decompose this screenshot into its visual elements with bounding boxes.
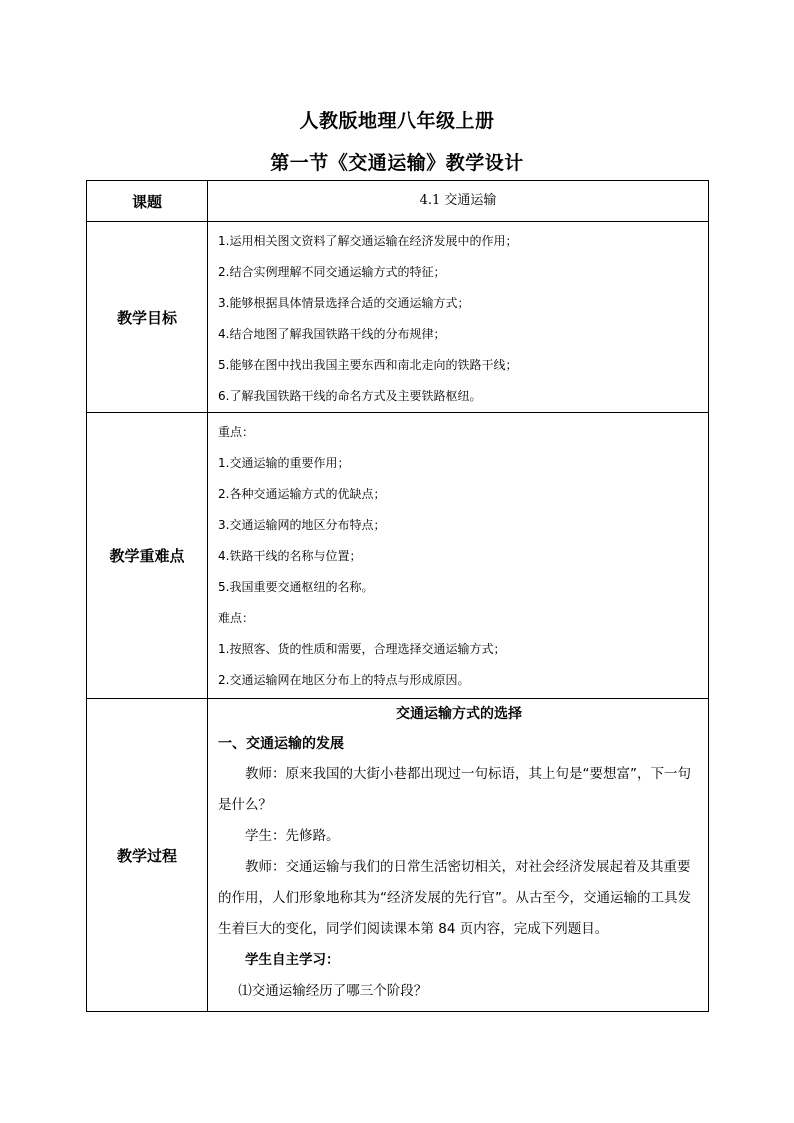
key-item: 5.我国重要交通枢纽的名称。: [218, 580, 374, 594]
objective-item: 4.结合地图了解我国铁路干线的分布规律；: [218, 327, 446, 341]
lesson-plan-table: [86, 180, 709, 1012]
topic-value: 4.1 交通运输: [208, 181, 709, 222]
key-item: 2.各种交通运输方式的优缺点；: [218, 487, 386, 501]
objective-item: 6.了解我国铁路干线的命名方式及主要铁路枢纽。: [218, 389, 482, 403]
objective-item: 2.结合实例理解不同交通运输方式的特征；: [218, 265, 446, 279]
document-subtitle: 第一节《交通运输》教学设计: [270, 152, 524, 174]
student-paragraph: 学生：先修路。: [245, 828, 340, 844]
process-content: [208, 699, 709, 1012]
teacher-paragraph: 教师：原来我国的大街小巷都出现过一句标语，其上句是“要想富”，下一句是什么？: [218, 766, 691, 813]
objective-item: 1.运用相关图文资料了解交通运输在经济发展中的作用；: [218, 234, 518, 248]
difficult-item: 2.交通运输网在地区分布上的特点与形成原因。: [218, 673, 470, 687]
document-title: 人教版地理八年级上册: [299, 110, 495, 132]
objectives-content: [208, 222, 709, 413]
difficult-item: 1.按照客、货的性质和需要，合理选择交通运输方式；: [218, 642, 506, 656]
key-points-content: [208, 413, 709, 699]
process-label: 教学过程: [87, 699, 208, 1012]
table-row-key-points: [87, 413, 709, 699]
table-row-topic: [87, 181, 709, 222]
table-row-objectives: [87, 222, 709, 413]
table-row-process: [87, 699, 709, 1012]
key-item: 1.交通运输的重要作用；: [218, 456, 350, 470]
difficult-heading: 难点：: [218, 611, 255, 625]
key-points-label: 教学重难点: [87, 413, 208, 699]
key-item: 3.交通运输网的地区分布特点；: [218, 518, 386, 532]
key-heading: 重点：: [218, 425, 255, 439]
question-item: ⑴交通运输经历了哪三个阶段？: [238, 983, 428, 999]
section-title: 交通运输方式的选择: [396, 706, 522, 722]
key-item: 4.铁路干线的名称与位置；: [218, 549, 362, 563]
objective-item: 5.能够在图中找出我国主要东西和南北走向的铁路干线；: [218, 358, 518, 372]
objective-item: 3.能够根据具体情景选择合适的交通运输方式；: [218, 296, 470, 310]
self-study-heading: 学生自主学习：: [245, 952, 340, 968]
objectives-label: 教学目标: [87, 222, 208, 413]
teacher-paragraph: 教师：交通运输与我们的日常生活密切相关，对社会经济发展起着及其重要的作用，人们形象地称其为“经济发展的先行官”。从古至今，交通运输的工具发生着巨大的变化，同学们阅读课本第 84 页内容，完成下列题目。: [218, 859, 691, 937]
topic-label: 课题: [87, 181, 208, 222]
part-title: 一、交通运输的发展: [218, 736, 344, 752]
